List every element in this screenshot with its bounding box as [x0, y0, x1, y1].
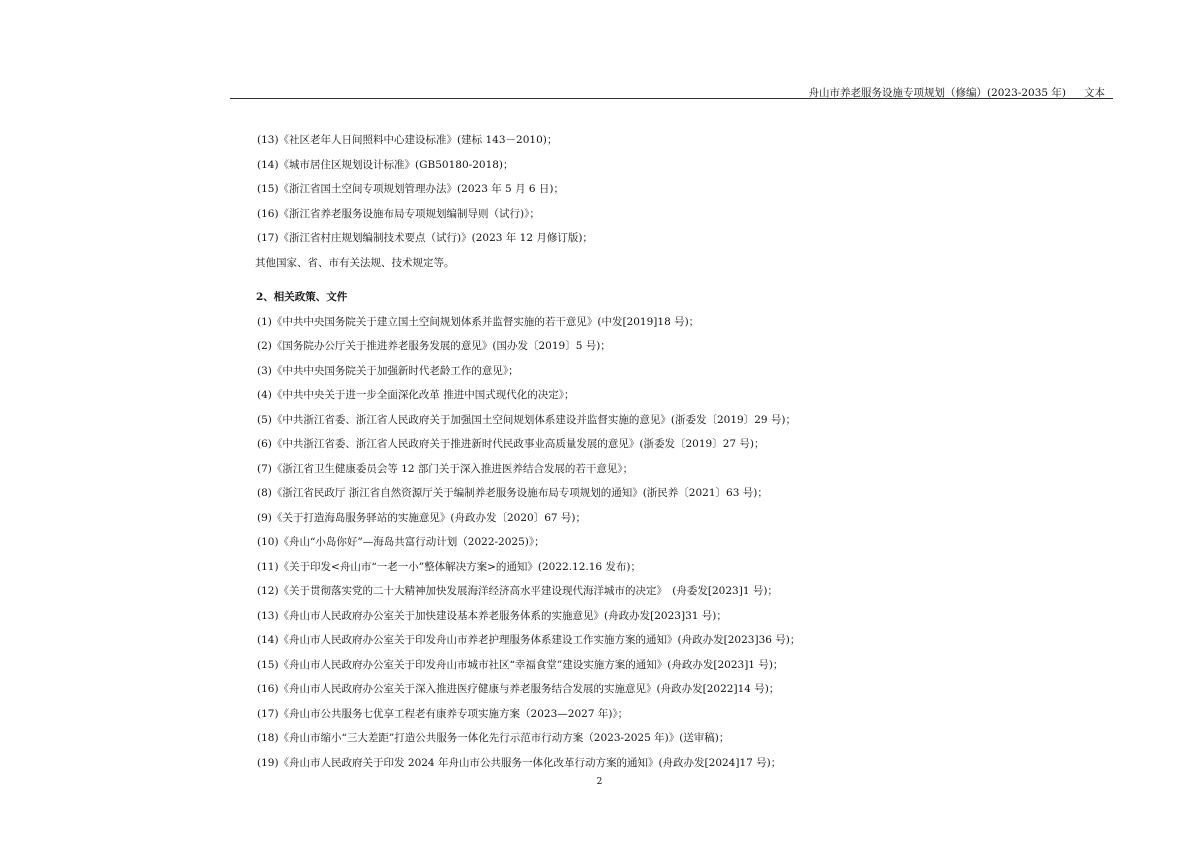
list-item: (5)《中共浙江省委、浙江省人民政府关于加强国土空间规划体系建设并监督实施的意见》(浙委发〔2019〕29 号)； — [257, 413, 796, 426]
policies-list — [256, 310, 1106, 776]
list-item: (12)《关于贯彻落实党的二十大精神加快发展海洋经济高水平建设现代海洋城市的决定》 (舟委发[2023]1 号)； — [257, 585, 778, 597]
standards-note: 其他国家、省、市有关法规、技术规定等。 — [255, 256, 455, 269]
document-body — [256, 128, 1106, 775]
list-item: (14)《城市居住区规划设计标准》(GB50180-2018)； — [257, 158, 514, 171]
list-item: (17)《浙江省村庄规划编制技术要点（试行)》(2023 年 12 月修订版)； — [257, 232, 593, 244]
list-item: (17)《舟山市公共服务七优享工程老有康养专项实施方案（2023—2027 年)》； — [257, 707, 629, 720]
standards-list — [256, 128, 1106, 251]
list-item: (9)《关于打造海岛服务驿站的实施意见》(舟政办发〔2020〕67 号)； — [257, 511, 586, 524]
list-item: (19)《舟山市人民政府关于印发 2024 年舟山市公共服务一体化改革行动方案的通知》(舟政办发[2024]17 号)； — [257, 756, 782, 769]
list-item: (16)《浙江省养老服务设施布局专项规划编制导则（试行)》； — [257, 207, 540, 220]
list-item: (13)《社区老年人日间照料中心建设标准》(建标 143－2010)； — [257, 134, 558, 146]
list-item: (4)《中共中央关于进一步全面深化改革 推进中国式现代化的决定》； — [257, 389, 575, 401]
list-item: (8)《浙江省民政厅 浙江省自然资源厅关于编制养老服务设施布局专项规划的通知》(浙民养〔2021〕63 号)； — [257, 487, 768, 499]
list-item: (11)《关于印发<舟山市“一老一小”整体解决方案>的通知》(2022.12.16 发布)； — [257, 560, 642, 573]
section-heading: 2、相关政策、文件 — [256, 291, 348, 303]
list-item: (16)《舟山市人民政府办公室关于深入推进医疗健康与养老服务结合发展的实施意见》(舟政办发[2022]14 号)； — [257, 683, 780, 695]
page-number: 2 — [596, 777, 603, 787]
list-item: (6)《中共浙江省委、浙江省人民政府关于推进新时代民政事业高质量发展的意见》(浙委发〔2019〕27 号)； — [257, 438, 765, 450]
list-item: (2)《国务院办公厅关于推进养老服务发展的意见》(国办发〔2019〕5 号)； — [257, 340, 611, 352]
header-title: 舟山市养老服务设施专项规划（修编）(2023-2035 年) — [808, 87, 1066, 99]
list-item: (13)《舟山市人民政府办公室关于加快建设基本养老服务体系的实施意见》(舟政办发[2023]31 号)； — [257, 609, 727, 622]
list-item: (15)《浙江省国土空间专项规划管理办法》(2023 年 5 月 6 日)； — [257, 183, 565, 195]
list-item: (18)《舟山市缩小“三大差距”打造公共服务一体化先行示范市行动方案（2023-2025 年)》(送审稿)； — [257, 732, 730, 744]
header-divider — [230, 98, 1113, 99]
list-item: (3)《中共中央国务院关于加强新时代老龄工作的意见》； — [257, 364, 519, 377]
list-item: (15)《舟山市人民政府办公室关于印发舟山市城市社区“幸福食堂”建设实施方案的通知》(舟政办发[2023]1 号)； — [257, 658, 784, 671]
list-item: (1)《中共中央国务院关于建立国土空间规划体系并监督实施的若干意见》(中发[2019]18 号)； — [257, 315, 700, 328]
list-item: (7)《浙江省卫生健康委员会等 12 部门关于深入推进医养结合发展的若干意见》； — [257, 462, 634, 475]
list-item: (14)《舟山市人民政府办公室关于印发舟山市养老护理服务体系建设工作实施方案的通知》(舟政办发[2023]36 号)； — [257, 634, 801, 646]
list-item: (10)《舟山“小岛你好”—海岛共富行动计划（2022-2025)》； — [257, 536, 545, 548]
header-doc-type: 文本 — [1084, 87, 1105, 99]
